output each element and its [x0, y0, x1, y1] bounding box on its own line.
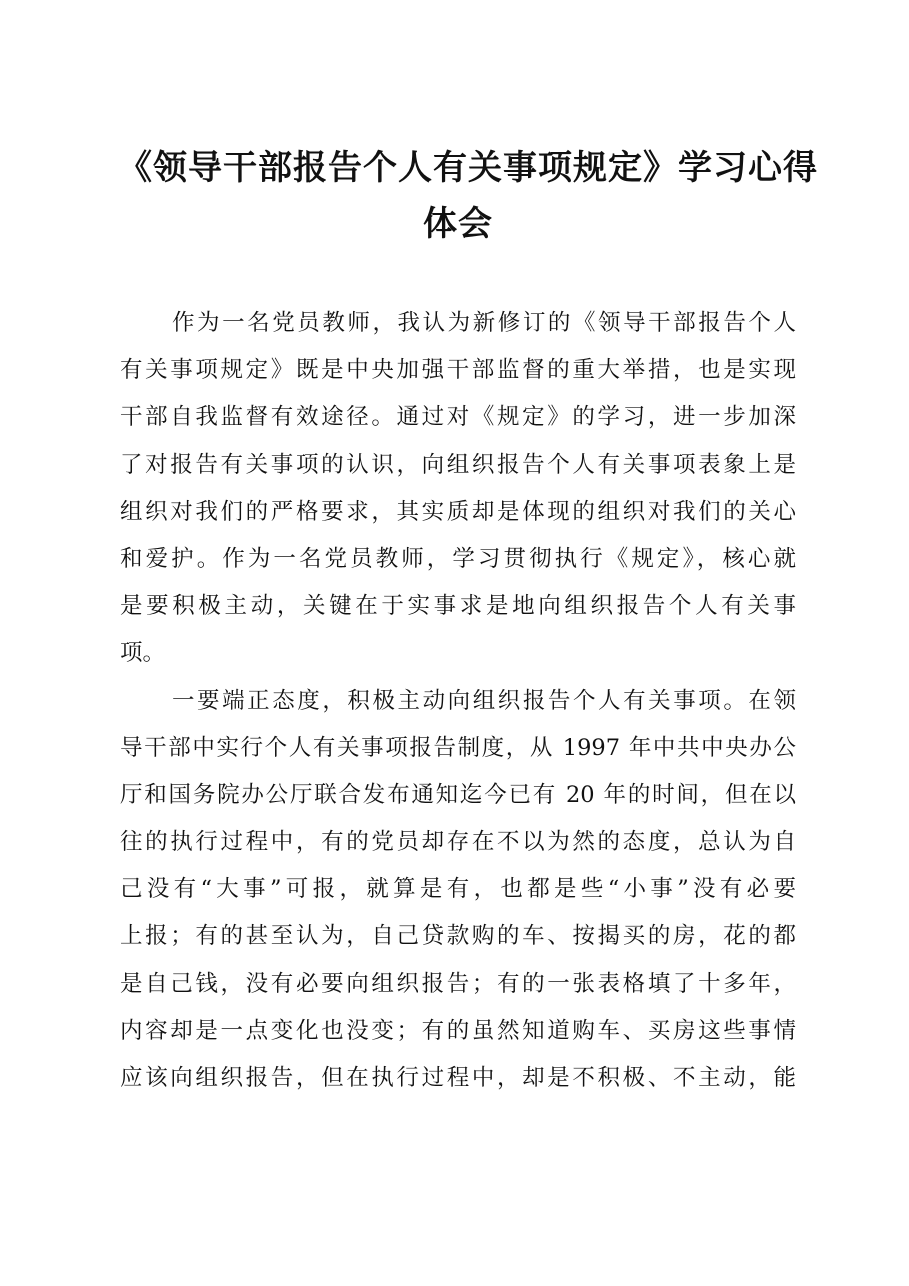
text-line: 内容却是一点变化也没变；有的虽然知道购车、买房这些事情 [120, 1017, 796, 1044]
text-line: 是要积极主动，关键在于实事求是地向组织报告个人有关事 [120, 593, 796, 620]
document-body [120, 300, 796, 1102]
text-line: 项。 [120, 640, 166, 667]
text-line: 了对报告有关事项的认识，向组织报告个人有关事项表象上是 [120, 451, 796, 478]
paragraph-1 [120, 300, 796, 678]
text-line: 一要端正态度，积极主动向组织报告个人有关事项。在领 [172, 687, 796, 714]
text-line: 和爱护。作为一名党员教师，学习贯彻执行《规定》，核心就 [120, 545, 796, 572]
text-line: 己没有“大事”可报，就算是有，也都是些“小事”没有必要 [120, 876, 796, 903]
text-line: 是自己钱，没有必要向组织报告；有的一张表格填了十多年， [120, 970, 796, 997]
text-line: 导干部中实行个人有关事项报告制度，从 1997 年中共中央办公 [120, 734, 796, 761]
title-line: 体会 [423, 204, 493, 244]
text-line: 干部自我监督有效途径。通过对《规定》的学习，进一步加深 [120, 404, 796, 431]
text-line: 往的执行过程中，有的党员却存在不以为然的态度，总认为自 [120, 829, 796, 856]
text-line: 作为一名党员教师，我认为新修订的《领导干部报告个人 [172, 310, 796, 336]
text-line: 厅和国务院办公厅联合发布通知迄今已有 20 年的时间，但在以 [120, 781, 796, 808]
text-line: 有关事项规定》既是中央加强干部监督的重大举措，也是实现 [120, 357, 796, 384]
text-line: 上报；有的甚至认为，自己贷款购的车、按揭买的房，花的都 [120, 923, 796, 950]
paragraph-2 [120, 678, 796, 1103]
document-title [118, 140, 818, 252]
text-line: 应该向组织报告，但在执行过程中，却是不积极、不主动，能 [120, 1065, 796, 1091]
text-line: 组织对我们的严格要求，其实质却是体现的组织对我们的关心 [120, 498, 796, 525]
title-line: 《领导干部报告个人有关事项规定》学习心得 [118, 148, 818, 188]
